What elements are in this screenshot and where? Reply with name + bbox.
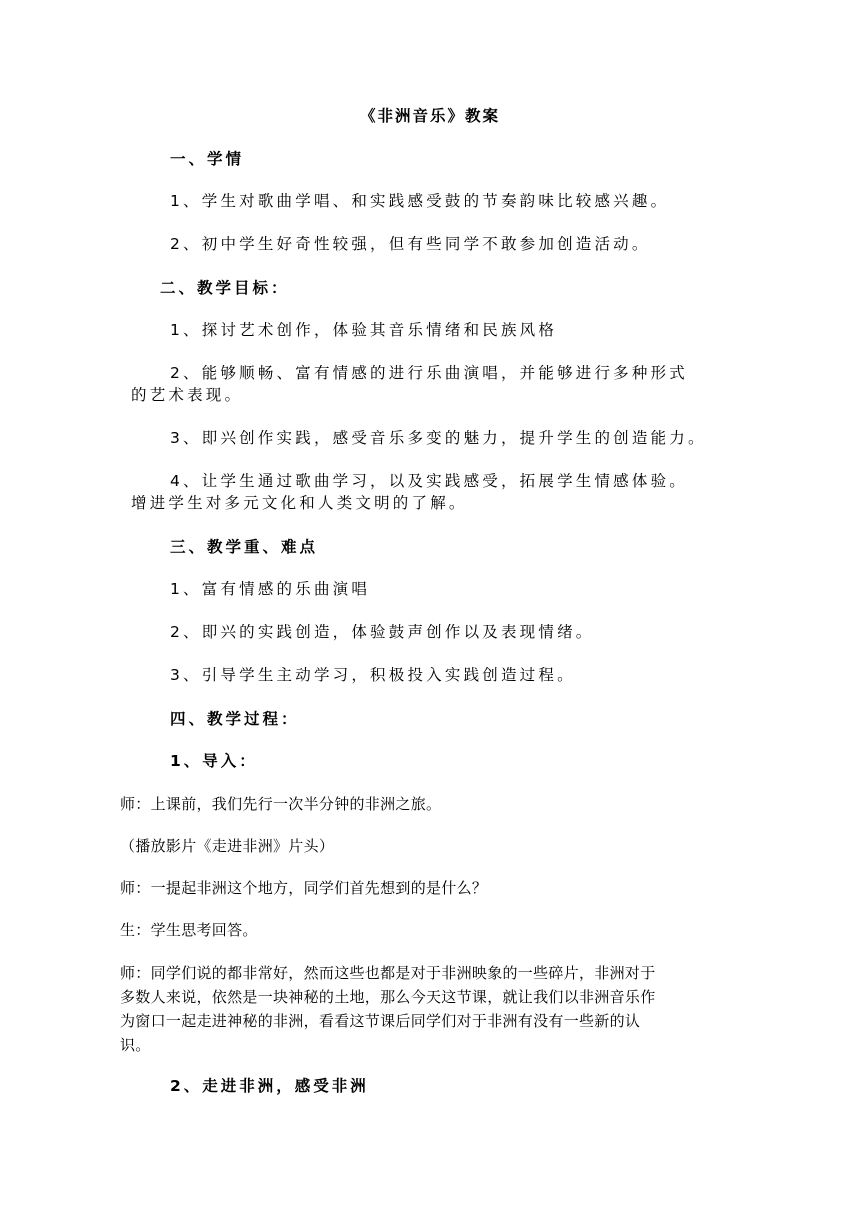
document-title: 《非洲音乐》教案 xyxy=(359,107,500,125)
paragraph-line: 多数人来说，依然是一块神秘的土地，那么今天这节课，就让我们以非洲音乐作 xyxy=(120,988,656,1006)
section-heading-key-points: 三、教学重、难点 xyxy=(170,538,319,556)
list-item-continuation: 的艺术表现。 xyxy=(131,386,244,404)
list-item: 3、即兴创作实践，感受音乐多变的魅力，提升学生的创造能力。 xyxy=(170,429,707,447)
list-item-continuation: 增进学生对多元文化和人类文明的了解。 xyxy=(131,494,468,512)
dialogue-line: 生：学生思考回答。 xyxy=(120,921,258,939)
section-heading-teaching-goals: 二、教学目标： xyxy=(160,279,290,297)
list-item: 1、富有情感的乐曲演唱 xyxy=(170,580,371,598)
dialogue-line: 师：上课前，我们先行一次半分钟的非洲之旅。 xyxy=(120,795,442,813)
paragraph-line: 识。 xyxy=(120,1036,151,1054)
list-item: 2、即兴的实践创造，体验鼓声创作以及表现情绪。 xyxy=(170,623,595,641)
list-item: 1、探讨艺术创作，体验其音乐情绪和民族风格 xyxy=(170,321,558,339)
dialogue-line: （播放影片《走进非洲》片头） xyxy=(120,837,335,855)
list-item: 4、让学生通过歌曲学习，以及实践感受，拓展学生情感体验。 xyxy=(170,472,688,490)
section-heading-teaching-process: 四、教学过程： xyxy=(170,710,300,728)
paragraph-line: 为窗口一起走进神秘的非洲，看看这节课后同学们对于非洲有没有一些新的认 xyxy=(120,1012,641,1030)
list-item: 1、学生对歌曲学唱、和实践感受鼓的节奏韵味比较感兴趣。 xyxy=(170,192,670,210)
step-heading-into-africa: 2、走进非洲，感受非洲 xyxy=(170,1077,369,1095)
list-item: 2、初中学生好奇性较强，但有些同学不敢参加创造活动。 xyxy=(170,235,651,253)
dialogue-line: 师：一提起非洲这个地方，同学们首先想到的是什么？ xyxy=(120,879,488,897)
list-item: 3、引导学生主动学习，积极投入实践创造过程。 xyxy=(170,666,576,684)
section-heading-learning-situation: 一、学情 xyxy=(170,150,245,168)
list-item: 2、能够顺畅、富有情感的进行乐曲演唱，并能够进行多种形式 xyxy=(170,364,688,382)
step-heading-introduction: 1、导入： xyxy=(170,752,258,770)
paragraph-line: 师：同学们说的都非常好，然而这些也都是对于非洲映象的一些碎片，非洲对于 xyxy=(120,964,656,982)
